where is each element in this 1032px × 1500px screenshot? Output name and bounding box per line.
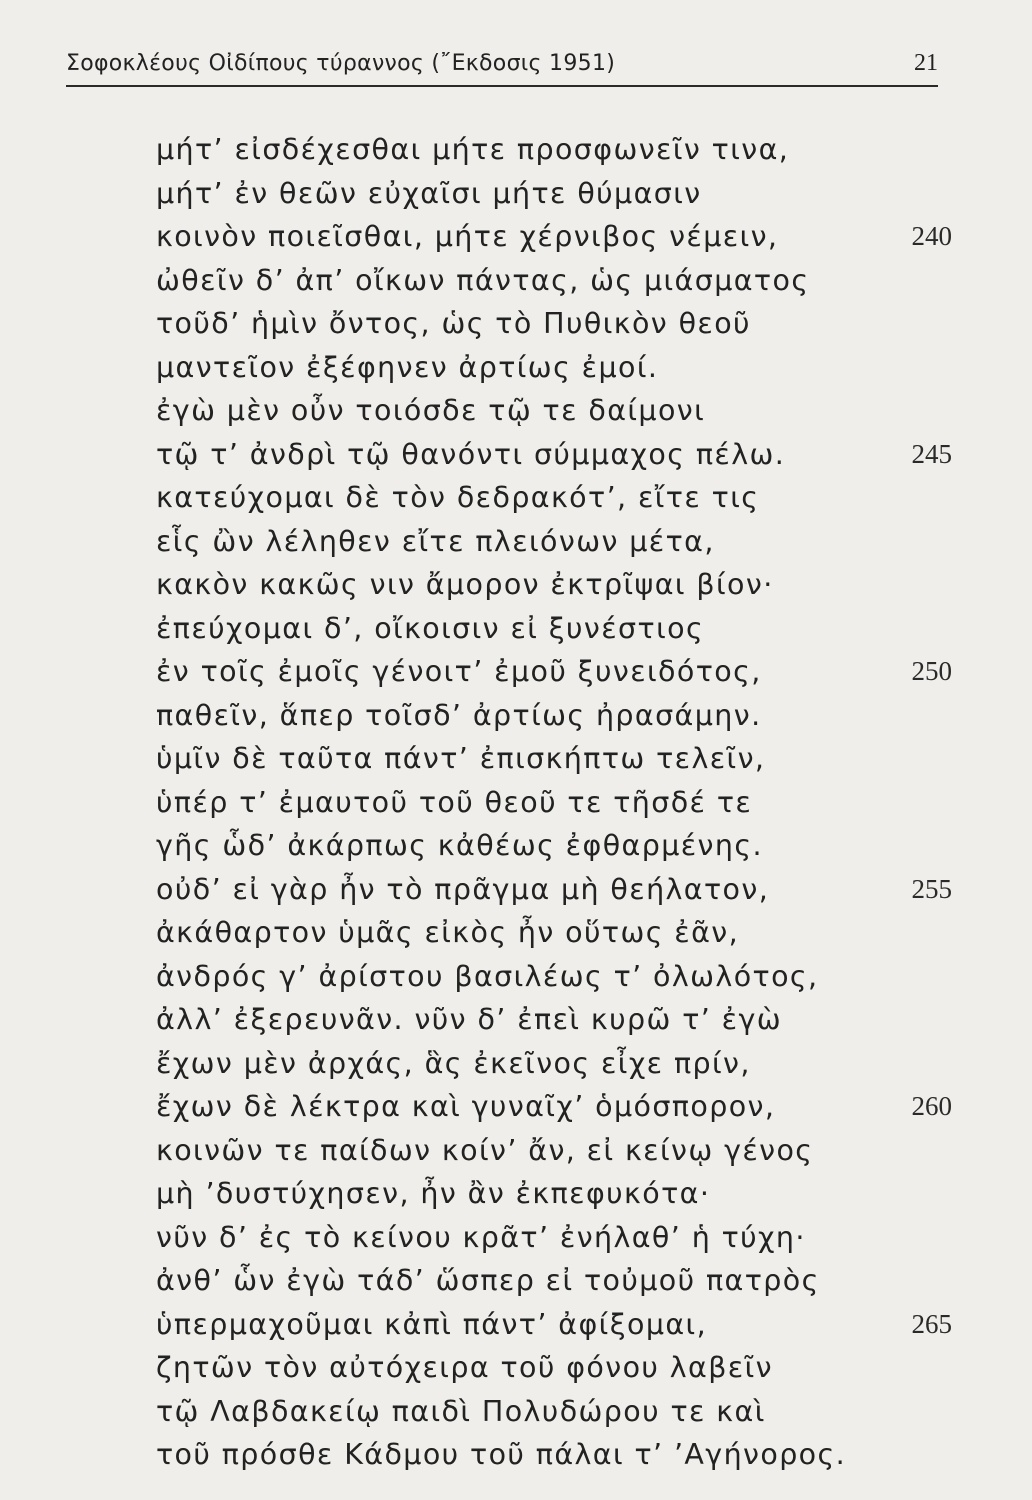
verse-text: εἷς ὢν λέληθεν εἴτε πλειόνων μέτα, (156, 524, 715, 558)
verse-line (156, 868, 956, 912)
running-title: Σοφοκλέους Οἰδίπους τύραννος (῎Εκδοσις 1951) (66, 51, 616, 76)
page-number: 21 (914, 50, 938, 76)
line-number: 240 (911, 221, 952, 251)
verse-text: κοινὸν ποιεῖσθαι, μήτε χέρνιβος νέμειν, (156, 220, 779, 253)
verse-line (156, 259, 956, 303)
verse-text: τῷ Λαβδακείῳ παιδὶ Πολυδώρου τε καὶ (156, 1394, 766, 1428)
verse-text: ὑμῖν δὲ ταῦτα πάντ’ ἐπισκήπτω τελεῖν, (156, 742, 766, 775)
verse-text: ἀνδρός γ’ ἀρίστου βασιλέως τ’ ὀλωλότος, (156, 959, 819, 993)
running-header (66, 47, 938, 87)
verse-text: μήτ’ ἐν θεῶν εὐχαῖσι μήτε θύμασιν (156, 176, 702, 210)
verse-text: ζητῶν τὸν αὐτόχειρα τοῦ φόνου λαβεῖν (156, 1351, 773, 1384)
verse-line (156, 998, 956, 1042)
verse-text: ὑπέρ τ’ ἐμαυτοῦ τοῦ θεοῦ τε τῆσδέ τε (156, 785, 753, 819)
verse-text: παθεῖν, ἅπερ τοῖσδ’ ἀρτίως ἠρασάμην. (156, 698, 762, 732)
verse-line (156, 911, 956, 955)
verse-line (156, 346, 956, 390)
verse-text: γῆς ὧδ’ ἀκάρπως κἀθέως ἐφθαρμένης. (156, 829, 763, 862)
verse-line (156, 607, 956, 651)
verse-line (156, 389, 956, 433)
verse-text: ἀκάθαρτον ὑμᾶς εἰκὸς ἦν οὕτως ἐᾶν, (156, 916, 740, 949)
verse-text: ἀνθ’ ὧν ἐγὼ τάδ’ ὥσπερ εἰ τοὐμοῦ πατρὸς (156, 1264, 820, 1297)
verse-text: κατεύχομαι δὲ τὸν δεδρακότ’, εἴτε τις (156, 481, 760, 514)
verse-text: ἐγὼ μὲν οὖν τοιόσδε τῷ τε δαίμονι (156, 394, 706, 427)
verse-text: ἐπεύχομαι δ’, οἴκοισιν εἰ ξυνέστιος (156, 611, 705, 645)
verse-line (156, 781, 956, 825)
verse-line (156, 302, 956, 346)
verse-text: τοῦδ’ ἡμὶν ὄντος, ὡς τὸ Πυθικὸν θεοῦ (156, 307, 751, 340)
verse-text: τῷ τ’ ἀνδρὶ τῷ θανόντι σύμμαχος πέλω. (156, 437, 786, 471)
verse-text: ὠθεῖν δ’ ἀπ’ οἴκων πάντας, ὡς μιάσματος (156, 263, 810, 297)
verse-line (156, 694, 956, 738)
verse-line (156, 1085, 956, 1129)
verse-line (156, 955, 956, 999)
verse-text: κοινῶν τε παίδων κοίν’ ἄν, εἰ κείνῳ γένος (156, 1133, 814, 1167)
verse-line (156, 1346, 956, 1390)
verse-line (156, 433, 956, 477)
line-number: 260 (911, 1091, 952, 1121)
verse-text: μήτ’ εἰσδέχεσθαι μήτε προσφωνεῖν τινα, (156, 133, 790, 166)
verse-block (156, 128, 956, 1477)
verse-line (156, 128, 956, 172)
verse-text: ἐν τοῖς ἐμοῖς γένοιτ’ ἐμοῦ ξυνειδότος, (156, 655, 762, 688)
verse-text: μὴ ’δυστύχησεν, ἦν ἂν ἐκπεφυκότα· (156, 1177, 711, 1210)
verse-line (156, 824, 956, 868)
verse-text: μαντεῖον ἐξέφηνεν ἀρτίως ἐμοί. (156, 350, 659, 384)
line-number: 250 (911, 656, 952, 686)
verse-text: ἔχων μὲν ἀρχάς, ἃς ἐκεῖνος εἶχε πρίν, (156, 1046, 751, 1080)
verse-line (156, 1259, 956, 1303)
verse-line (156, 1390, 956, 1434)
verse-text: ἔχων δὲ λέκτρα καὶ γυναῖχ’ ὁμόσπορον, (156, 1090, 776, 1123)
verse-line (156, 1433, 956, 1477)
verse-text: νῦν δ’ ἐς τὸ κείνου κρᾶτ’ ἐνήλαθ’ ἡ τύχη· (156, 1220, 806, 1254)
verse-line (156, 1216, 956, 1260)
verse-line (156, 650, 956, 694)
line-number: 245 (911, 438, 952, 469)
verse-text: οὐδ’ εἰ γὰρ ἦν τὸ πρᾶγμα μὴ θεήλατον, (156, 872, 770, 906)
verse-line (156, 1042, 956, 1086)
line-number: 265 (911, 1308, 952, 1339)
verse-line (156, 476, 956, 520)
verse-line (156, 520, 956, 564)
verse-text: κακὸν κακῶς νιν ἄμορον ἐκτρῖψαι βίον· (156, 568, 774, 601)
verse-line (156, 215, 956, 259)
verse-line (156, 563, 956, 607)
verse-text: τοῦ πρόσθε Κάδμου τοῦ πάλαι τ’ ’Αγήνορος. (156, 1438, 847, 1471)
verse-line (156, 1303, 956, 1347)
verse-line (156, 172, 956, 216)
verse-line (156, 1129, 956, 1173)
verse-text: ἀλλ’ ἐξερευνᾶν. νῦν δ’ ἐπεὶ κυρῶ τ’ ἐγὼ (156, 1003, 783, 1036)
verse-text: ὑπερμαχοῦμαι κἀπὶ πάντ’ ἀφίξομαι, (156, 1307, 708, 1341)
verse-line (156, 1172, 956, 1216)
line-number: 255 (911, 873, 952, 904)
verse-line (156, 737, 956, 781)
